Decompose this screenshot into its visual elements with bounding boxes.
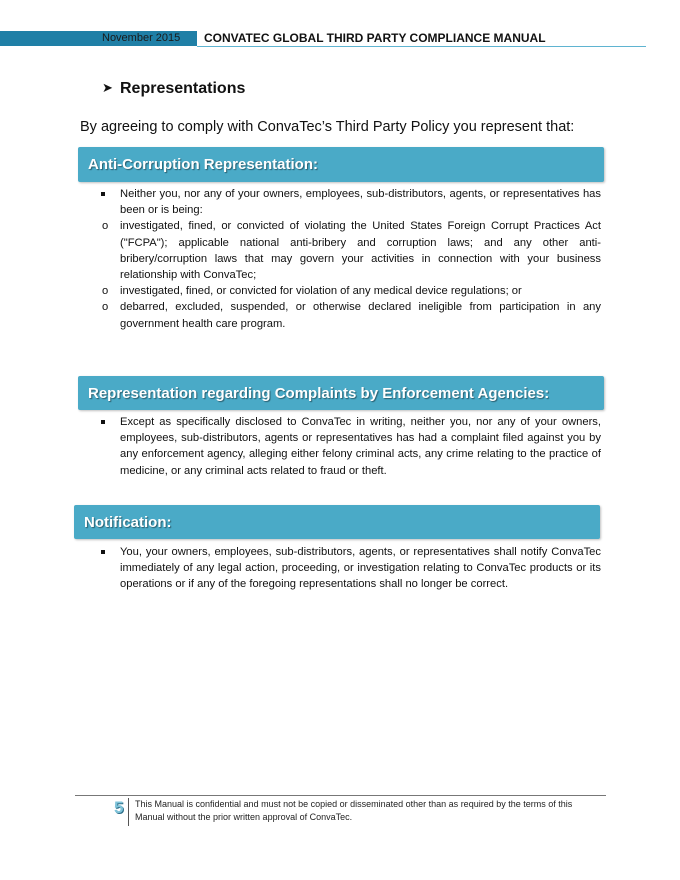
complaints-bullet-text: Except as specifically disclosed to ConvaTec in writing, neither you, nor any of your owners, employees, sub-distributors, agents or representatives has had a complaint filed against you by any enforcement agency, alleging either felony criminal acts, any crime relating to the practice of medicine, or any criminal acts related to fraud or theft. [120,416,601,477]
complaints-banner [78,376,604,410]
anti-corruption-section [80,186,601,332]
circle-bullet-icon: o [102,220,109,233]
arrow-bullet-icon: ➤ [102,80,113,95]
footer-rule [75,795,606,796]
complaints-section [80,414,601,479]
circle-bullet-icon: o [102,285,109,298]
anti-corruption-title: Anti-Corruption Representation: [88,156,318,173]
sub-list-item-text: investigated, fined, or convicted of violating the United States Foreign Corrupt Practices Act ("FCPA"); applicable national anti-bribery and corruption laws; and any other anti-bribery/corruption laws that may govern your activities in connection with your business relationship with ConvaTec; [120,220,601,282]
circle-bullet-icon: o [102,301,109,314]
notification-banner [74,505,600,539]
footer-confidentiality-note: This Manual is confidential and must not be copied or disseminated other than as required by the terms of this Manual without the prior written approval of ConvaTec. [135,799,573,822]
notification-section [80,544,601,593]
header-title: CONVATEC GLOBAL THIRD PARTY COMPLIANCE MANUAL [204,31,546,45]
representations-heading [102,80,245,98]
complaints-title: Representation regarding Complaints by Enforcement Agencies: [88,385,550,402]
sub-list-item-text: investigated, fined, or convicted for violation of any medical device regulations; or [120,285,522,298]
header-rule [197,46,646,47]
anti-corruption-banner [78,147,604,182]
notification-title: Notification: [84,514,172,531]
intro-paragraph: By agreeing to comply with ConvaTec’s Third Party Policy you represent that: [80,119,575,135]
sub-list-item [80,218,601,283]
page-number: 5 [114,798,124,817]
anti-corruption-bullet-text: Neither you, nor any of your owners, employees, sub-distributors, agents, or representatives has been or is being: [120,188,601,217]
sub-list-item-text: debarred, excluded, suspended, or otherwise declared ineligible from participation in any government health care program. [120,301,601,330]
sub-list-item [80,299,601,331]
sub-list-item [80,283,601,299]
notification-bullet-text: You, your owners, employees, sub-distributors, agents, or representatives shall notify ConvaTec immediately of any legal action, proceeding, or investigation relating to ConvaTec products or its operations or if any of the foregoing representations shall no longer be correct. [120,546,601,591]
header-date: November 2015 [102,32,181,44]
footer-separator [128,798,129,826]
representations-heading-text: Representations [120,80,246,97]
